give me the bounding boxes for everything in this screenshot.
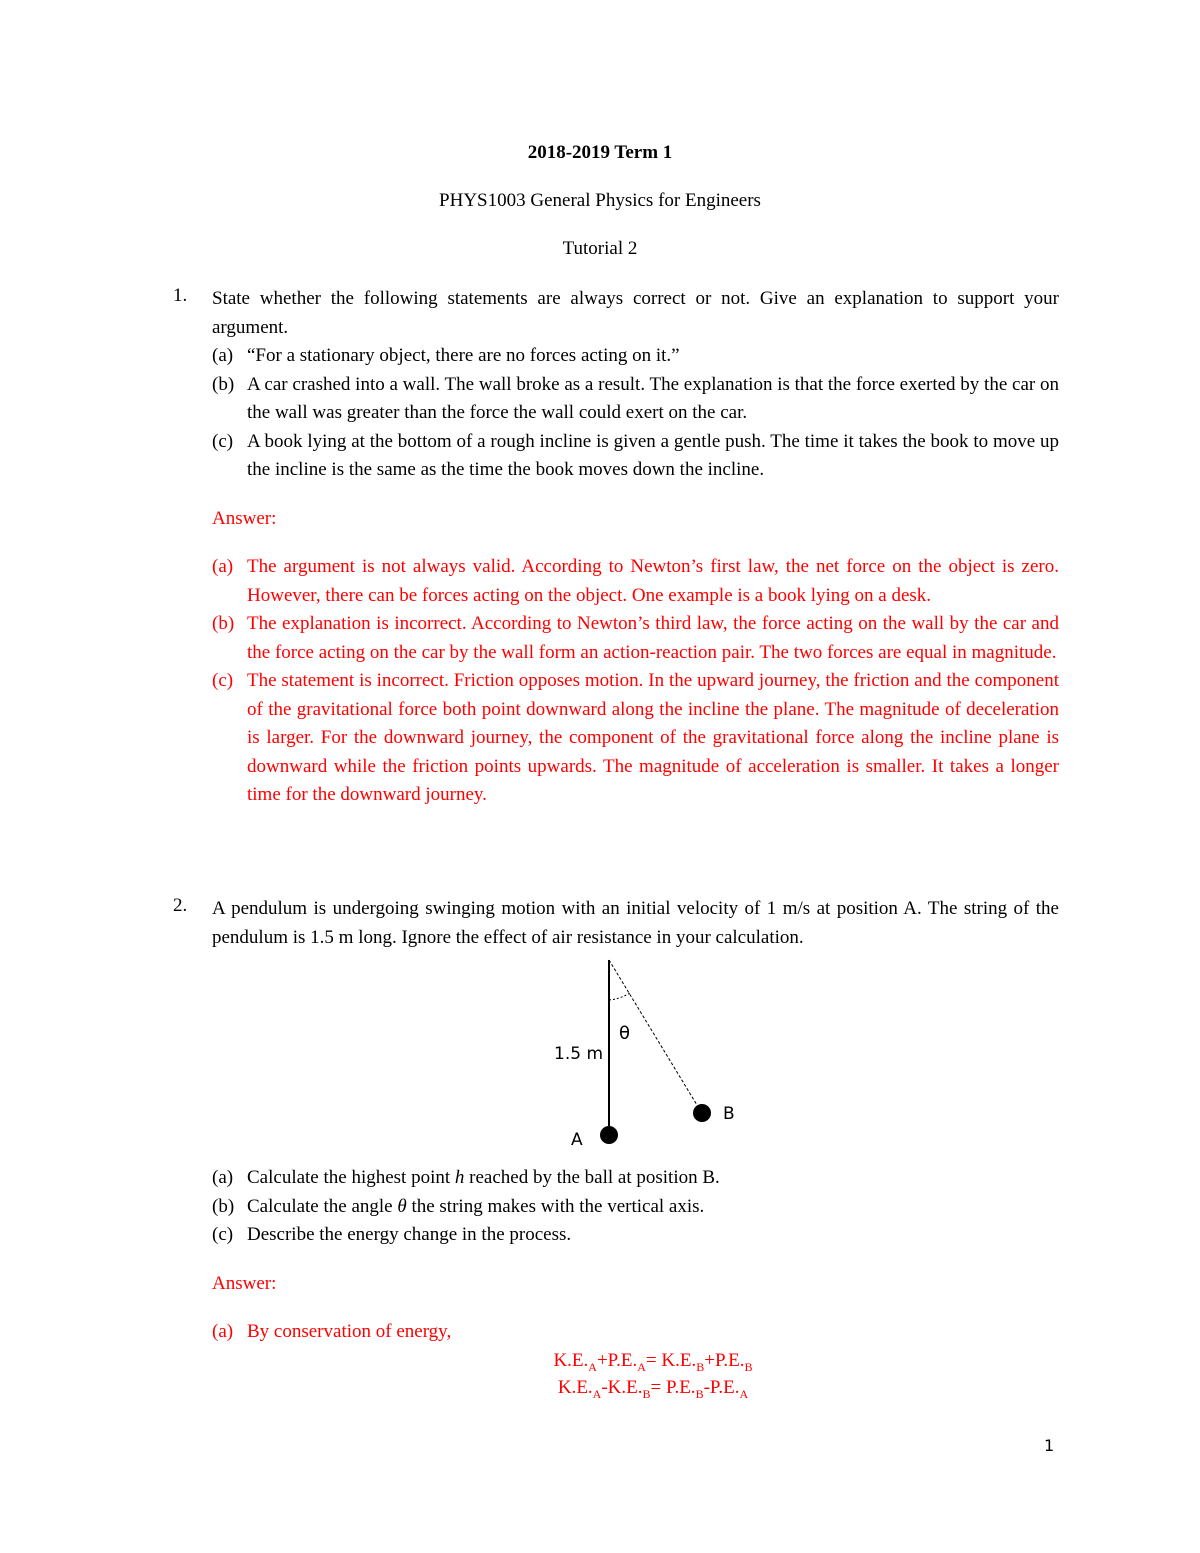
course-name: PHYS1003 General Physics for Engineers [439, 190, 761, 211]
question-parts [212, 1164, 1059, 1250]
question-part [212, 1193, 1059, 1222]
length-label: 1.5 m [554, 1044, 603, 1064]
part-label: (a) [212, 345, 234, 366]
question-part [212, 1221, 1059, 1250]
tutorial-number: Tutorial 2 [562, 238, 638, 259]
question-part [212, 1164, 1059, 1193]
part-text: The statement is incorrect. Friction opposes motion. In the upward journey, the friction and the component of the gravitational force both point downward along the incline the plane. The magnitude of deceleration is larger. For the downward journey, the component of the gravitational force along the incline plane is downward while the friction points upwards. The magnitude of acceleration is smaller. It takes a longer time for the downward journey. [247, 670, 1059, 805]
answer-body [212, 505, 1059, 534]
question-number: 1. [173, 285, 188, 306]
part-label: (a) [212, 1167, 234, 1188]
point-a-label: A [571, 1130, 583, 1150]
question-part [212, 371, 1059, 428]
answer-part [212, 1318, 1059, 1347]
part-label: (c) [212, 430, 234, 452]
part-label: (c) [212, 1224, 234, 1245]
answer-label: Answer: [212, 1273, 277, 1294]
answer-parts [212, 1318, 1059, 1347]
part-label: (b) [212, 1195, 235, 1217]
part-text: Calculate the angle θ the string makes with the vertical axis. [247, 1195, 705, 1217]
answer-parts [212, 553, 1059, 810]
question-stem: State whether the following statements are always correct or not. Give an explanation to support your argument. [212, 288, 1059, 338]
angle-label: θ [619, 1023, 631, 1044]
part-text: A car crashed into a wall. The wall broke as a result. The explanation is that the force exerted by the car on the wall was greater than the force the wall could exert on the car. [247, 373, 1059, 423]
part-label: (a) [212, 556, 234, 577]
answer-body [212, 1270, 1059, 1299]
ball-b [693, 1104, 711, 1122]
ball-a [600, 1126, 618, 1144]
question-stem: A pendulum is undergoing swinging motion with an initial velocity of 1 m/s at position A. The string of the pendulum is 1.5 m long. Ignore the effect of air resistance in your calculation. [212, 898, 1059, 948]
part-label: (b) [212, 613, 235, 634]
question-body [212, 285, 1059, 485]
part-text: The explanation is incorrect. According to Newton’s third law, the force acting on the wall by the car and the force acting on the car by the wall form an action-reaction pair. The two forces are equal in magnitude. [247, 613, 1059, 663]
page-number: 1 [1044, 1436, 1055, 1455]
answer-label: Answer: [212, 508, 277, 529]
part-text: A book lying at the bottom of a rough incline is given a gentle push. The time it takes the book to move up the incline is the same as the time the book moves down the incline. [247, 430, 1059, 480]
part-label: (b) [212, 373, 235, 395]
equation-2: $K.E._A-K.E._B= P.E._B-P.E._A$ [557, 1377, 749, 1401]
question-part [212, 428, 1059, 485]
angle-arc [609, 993, 630, 1000]
equation-1: $K.E._A+P.E._A= K.E._B+P.E._B$ [553, 1350, 753, 1374]
part-text: Calculate the highest point h reached by the ball at position B. [247, 1167, 720, 1188]
point-b-label: B [723, 1104, 735, 1124]
answer-part [212, 553, 1059, 610]
part-text: “For a stationary object, there are no forces acting on it.” [247, 345, 680, 366]
pendulum-diagram [540, 955, 760, 1155]
part-label: (a) [212, 1321, 234, 1342]
part-label: (c) [212, 670, 234, 691]
answer-part [212, 610, 1059, 667]
answer-part [212, 667, 1059, 810]
question-number: 2. [173, 895, 188, 916]
question-body [212, 895, 1059, 952]
part-text: By conservation of energy, [247, 1321, 452, 1342]
document-title: 2018-2019 Term 1 [527, 142, 673, 163]
part-text: Describe the energy change in the process. [247, 1224, 572, 1245]
part-text: The argument is not always valid. According to Newton’s first law, the net force on the object is zero. However, there can be forces acting on the object. One example is a book lying on a desk. [247, 556, 1059, 606]
question-part [212, 342, 1059, 371]
